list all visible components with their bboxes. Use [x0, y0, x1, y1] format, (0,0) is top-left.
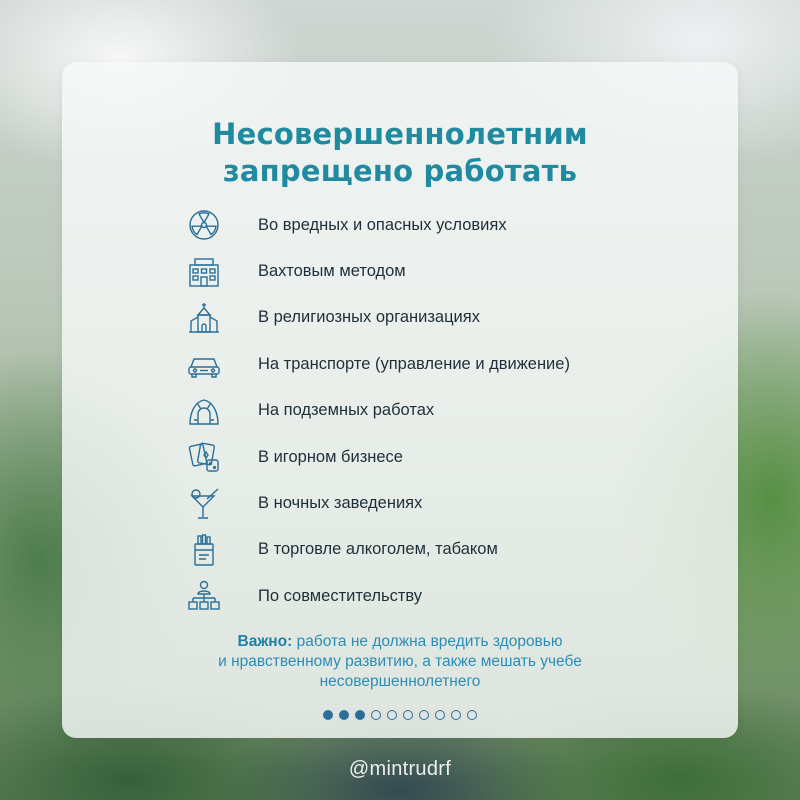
pagination-dot[interactable] [371, 710, 381, 720]
pagination-dot[interactable] [387, 710, 397, 720]
pagination-dot[interactable] [403, 710, 413, 720]
restrictions-list [186, 202, 706, 620]
item-label: Вахтовым методом [258, 262, 406, 281]
item-label: В игорном бизнесе [258, 447, 403, 466]
social-handle: @mintrudrf [348, 758, 452, 780]
radiation-icon [186, 207, 222, 243]
list-item [186, 248, 706, 294]
item-label: В религиозных организациях [258, 308, 480, 327]
note-strong: Важно: [237, 633, 293, 650]
cigarettes-icon [186, 532, 222, 568]
item-label: Во вредных и опасных условиях [258, 215, 507, 234]
pagination-dot[interactable] [435, 710, 445, 720]
pagination-dot[interactable] [355, 710, 365, 720]
list-item [186, 388, 706, 434]
title-line-2: запрещено работать [222, 154, 578, 188]
pagination-dots [62, 710, 738, 720]
cards-dice-icon [186, 439, 222, 475]
pagination-dot[interactable] [451, 710, 461, 720]
list-item [186, 202, 706, 248]
pagination-dot[interactable] [467, 710, 477, 720]
important-note [62, 632, 738, 692]
mine-icon [186, 393, 222, 429]
list-item [186, 295, 706, 341]
item-label: По совместительству [258, 586, 423, 605]
car-icon [186, 346, 222, 382]
building-icon [186, 254, 222, 290]
title-line-1: Несовершеннолетним [212, 117, 588, 151]
note-line-2: и нравственному развитию, а также мешать учебе [218, 653, 582, 670]
card-title [62, 116, 738, 190]
item-label: На подземных работах [258, 401, 435, 420]
pagination-dot[interactable] [419, 710, 429, 720]
list-item [186, 341, 706, 387]
note-line-1: работа не должна вредить здоровью [296, 633, 563, 650]
pagination-dot[interactable] [323, 710, 333, 720]
list-item [186, 573, 706, 619]
note-line-3: несовершеннолетнего [319, 673, 481, 690]
list-item [186, 527, 706, 573]
org-chart-icon [186, 578, 222, 614]
item-label: В ночных заведениях [258, 494, 423, 513]
list-item [186, 434, 706, 480]
church-icon [186, 300, 222, 336]
info-card [62, 62, 738, 738]
item-label: В торговле алкоголем, табаком [258, 540, 498, 559]
pagination-dot[interactable] [339, 710, 349, 720]
cocktail-icon [186, 486, 222, 522]
item-label: На транспорте (управление и движение) [258, 354, 570, 373]
list-item [186, 480, 706, 526]
